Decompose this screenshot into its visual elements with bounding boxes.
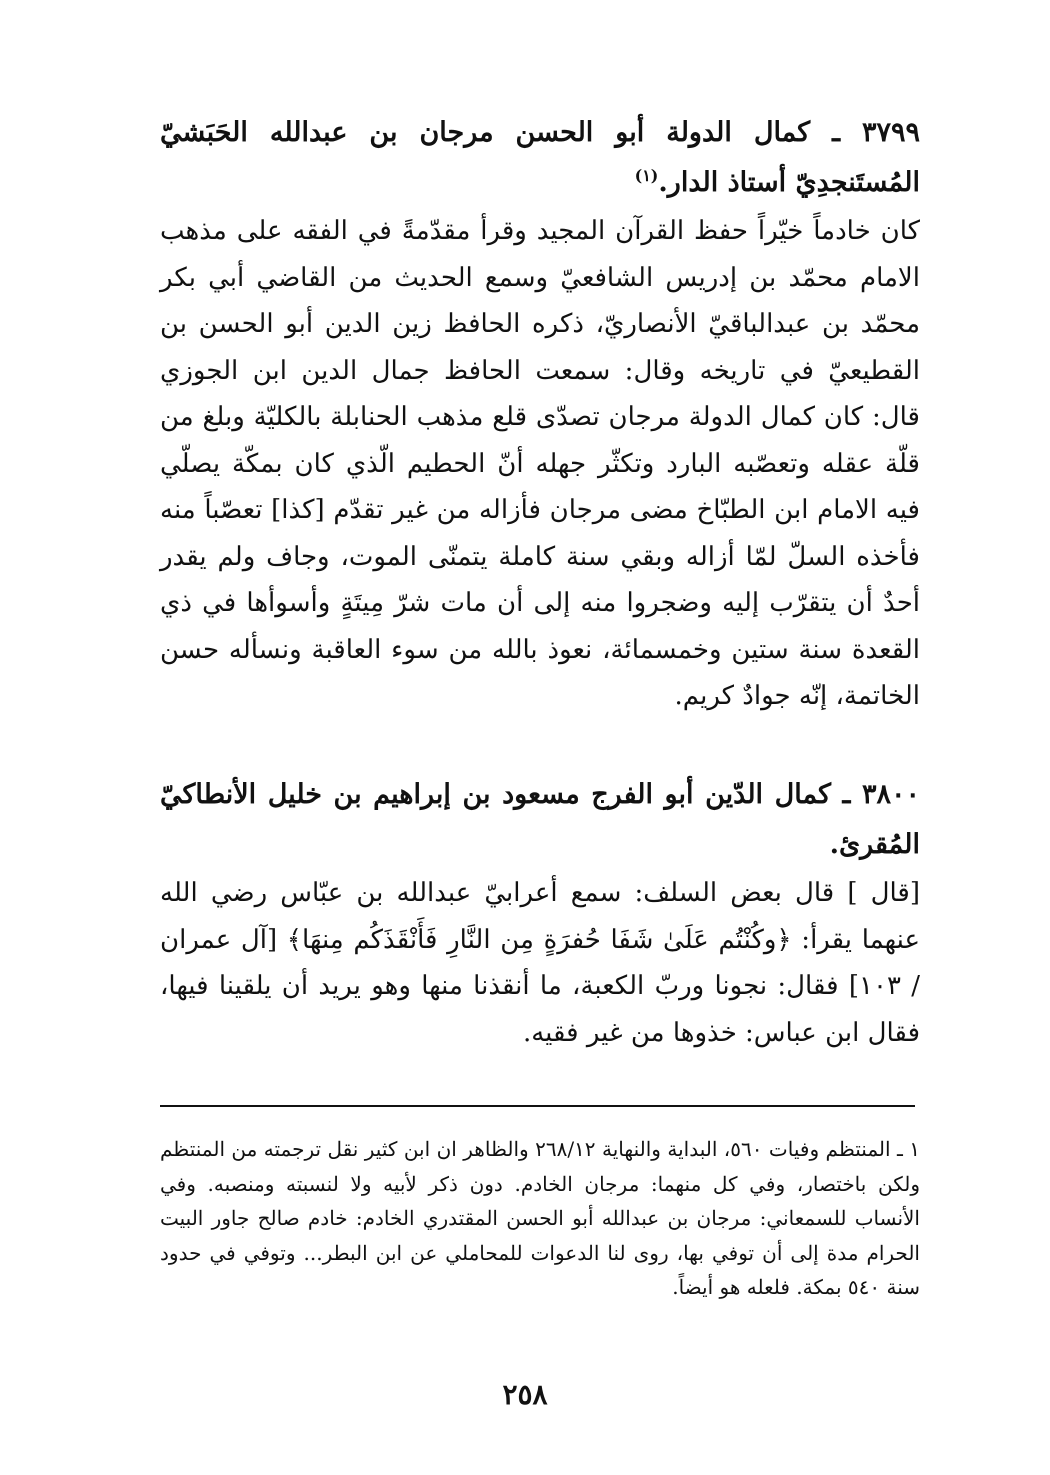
footnotes: [160, 1132, 920, 1305]
biography-entry: [160, 108, 920, 720]
entry-heading: [160, 108, 920, 208]
footnote-separator: [160, 1105, 915, 1107]
page-number: ٢٥٨: [502, 1378, 548, 1411]
entry-body: [160, 870, 920, 1056]
footnote: ١ ـ المنتظم وفيات ٥٦٠، البداية والنهاية ٢٦٨/١٢ والظاهر ان ابن كثير نقل ترجمته من المنتظم ولكن باختصار، وفي كل منهما: مرجان الخادم. دون ذكر لأبيه ولا لنسبته ومنصبه. وفي الأنساب للسمعاني: مرجان بن عبدالله أبو الحسن المقتدري الخادم: خادم صالح جاور البيت الحرام مدة إلى أن توفي بها، روى لنا الدعوات للمحاملي عن ابن البطر... وتوفي في حدود سنة ٥٤٠ بمكة. فلعله هو أيضاً.: [160, 1137, 920, 1299]
footnote-reference[interactable]: (١): [634, 166, 659, 185]
entry-body: [160, 208, 920, 720]
entry-paragraph: كان خادماً خيّراً حفظ القرآن المجيد وقرأ مقدّمةً في الفقه على مذهب الامام محمّد بن إدريس الشافعيّ وسمع الحديث من القاضي أبي بكر محمّد بن عبدالباقيّ الأنصاريّ، ذكره الحافظ زين الدين أبو الحسن بن القطيعيّ في تاريخه وقال: سمعت الحافظ جمال الدين ابن الجوزي قال: كان كمال الدولة مرجان تصدّى قلع مذهب الحنابلة بالكليّة وبلغ من قلّة عقله وتعصّبه البارد وتكثّر جهله أنّ الحطيم الّذي كان بمكّة يصلّي فيه الامام ابن الطبّاخ مضى مرجان فأزاله من غير تقدّم [كذا] تعصّباً منه فأخذه السلّ لمّا أزاله وبقي سنة كاملة يتمنّى الموت، وجاف ولم يقدر أحدٌ أن يتقرّب إليه وضجروا منه إلى أن مات شرّ مِيتَةٍ وأسوأها في ذي القعدة سنة ستين وخمسمائة، نعوذ بالله من سوء العاقبة ونسأله حسن الخاتمة، إنّه جوادٌ كريم.: [160, 216, 920, 711]
biography-entry: [160, 770, 920, 1056]
entry-heading-text: ٣٧٩٩ ـ كمال الدولة أبو الحسن مرجان بن عبدالله الحَبَشيّ المُستَنجدِيّ أستاذ الدار.: [160, 117, 920, 198]
entry-heading: ٣٨٠٠ ـ كمال الدّين أبو الفرج مسعود بن إبراهيم بن خليل الأنطاكيّ المُقرئ.: [160, 779, 920, 860]
entry-paragraph: [قال ] قال بعض السلف: سمع أعرابيّ عبدالله بن عبّاس رضي الله عنهما يقرأ: ﴿وكُنْتُم عَلَىٰ شَفَا حُفرَةٍ مِن النَّارِ فَأَنْقَذَكُم مِنهَا﴾ [آل عمران / ١٠٣] فقال: نجونا وربّ الكعبة، ما أنقذنا منها وهو يريد أن يلقينا فيها، فقال ابن عباس: خذوها من غير فقيه.: [160, 878, 920, 1048]
